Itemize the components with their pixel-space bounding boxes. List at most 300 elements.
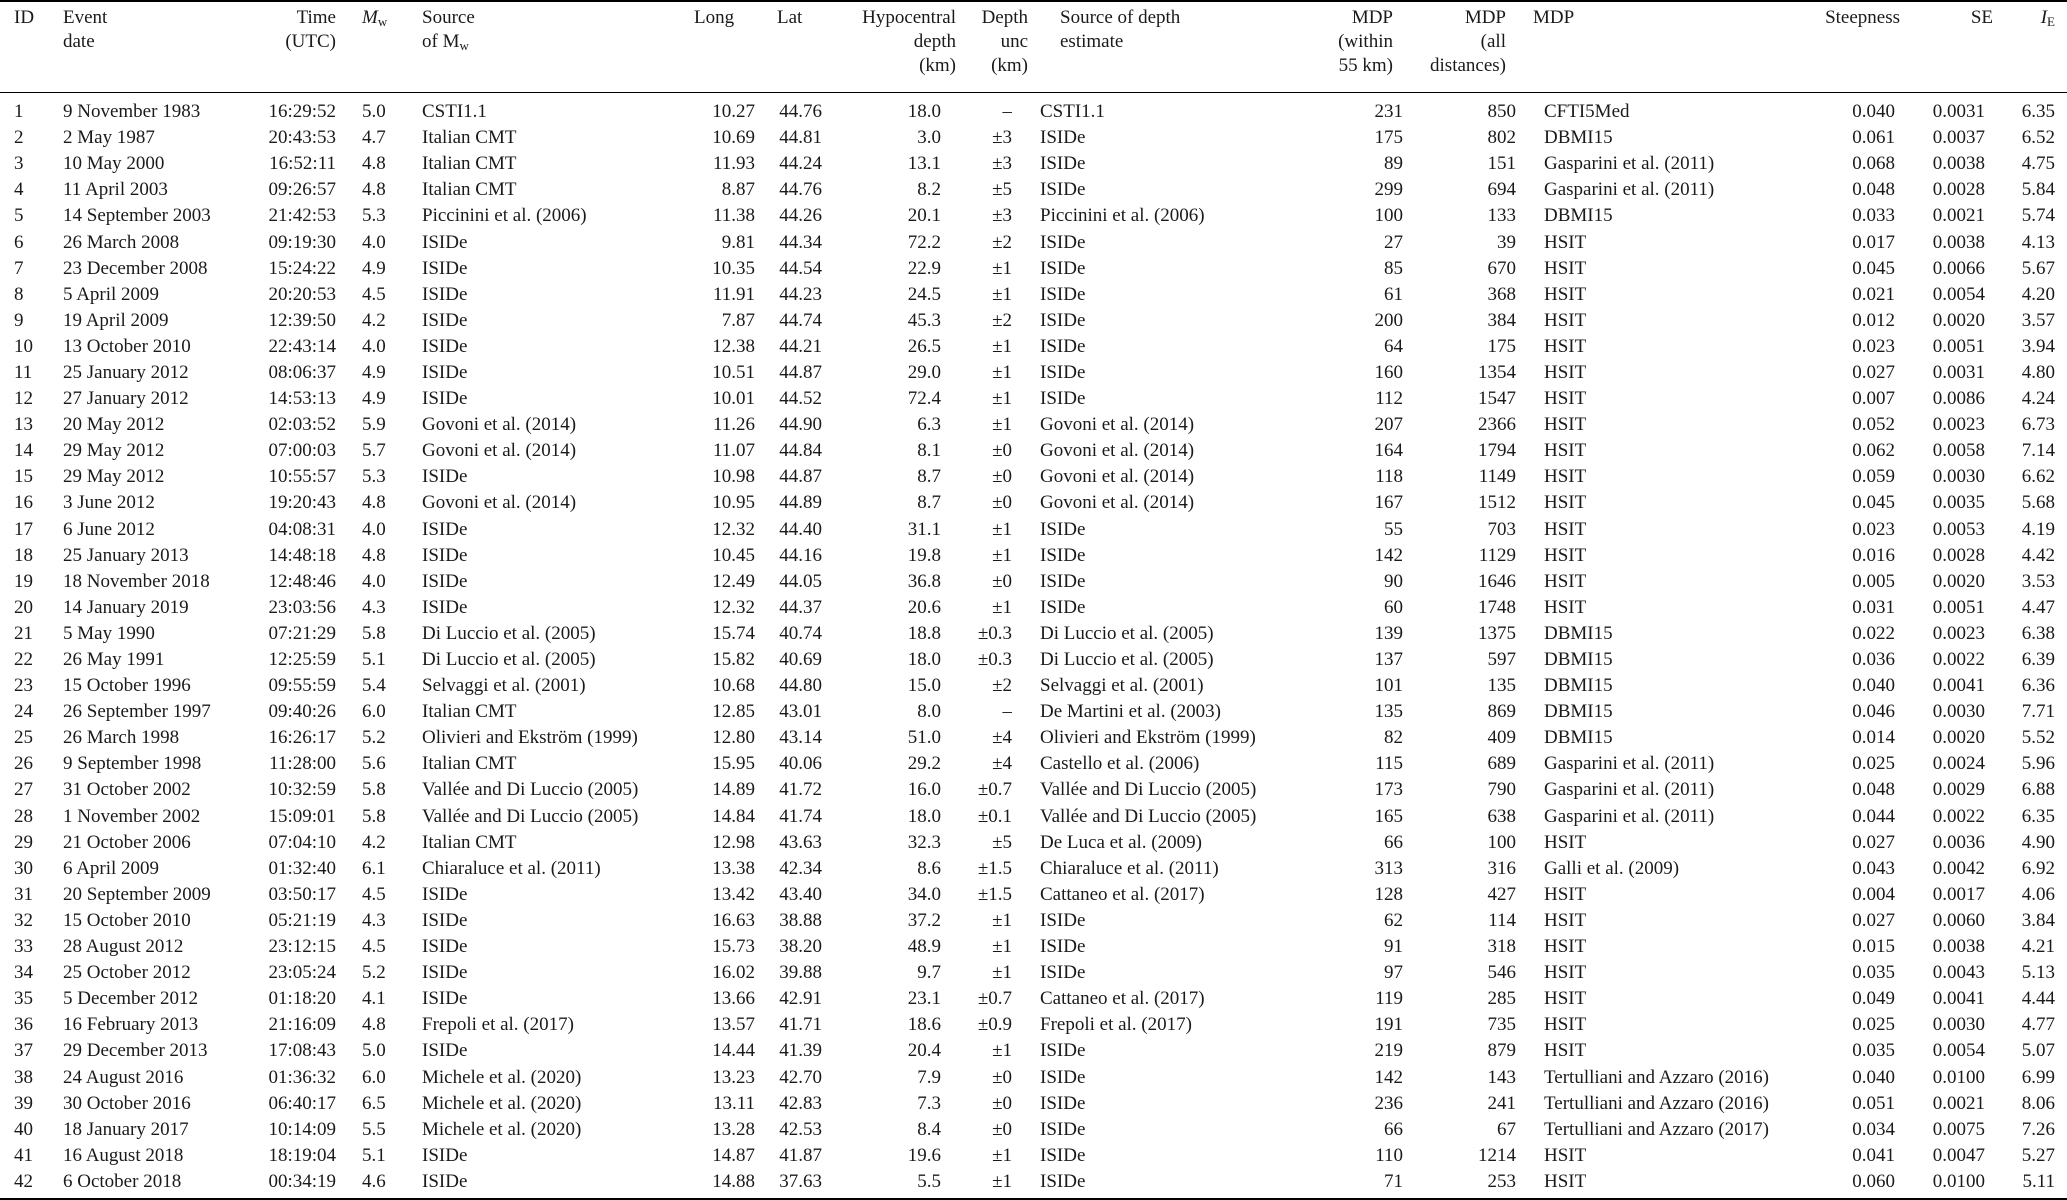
cell-source-mw: ISIDe: [422, 1040, 468, 1062]
cell-source-depth: ISIDe: [1040, 544, 1086, 566]
cell-se: 0.0053: [1932, 518, 1985, 540]
cell-se: 0.0021: [1932, 205, 1985, 227]
cell-source-depth: ISIDe: [1040, 309, 1086, 331]
cell-source-mw: ISIDe: [422, 596, 468, 618]
cell-source-depth: ISIDe: [1040, 179, 1086, 201]
cell-mw: 4.5: [362, 883, 386, 905]
cell-mw: 5.0: [362, 1040, 386, 1062]
cell-mdp: DBMI15: [1544, 649, 1613, 671]
cell-long: 10.69: [712, 127, 755, 149]
cell-depth-unc: ±0.3: [977, 649, 1012, 671]
cell-mdp: HSIT: [1544, 309, 1587, 331]
cell-hypocentral-depth: 29.2: [907, 753, 941, 775]
cell-time: 07:04:10: [268, 831, 336, 853]
cell-steepness: 0.046: [1852, 701, 1895, 723]
cell-mw: 4.2: [362, 309, 386, 331]
cell-event-date: 29 May 2012: [63, 440, 165, 462]
cell-se: 0.0020: [1932, 570, 1985, 592]
cell-se: 0.0023: [1932, 622, 1985, 644]
cell-lat: 44.16: [779, 544, 822, 566]
cell-lat: 44.87: [779, 466, 822, 488]
cell-event-date: 15 October 2010: [63, 909, 191, 931]
cell-time: 15:24:22: [268, 257, 336, 279]
cell-se: 0.0051: [1932, 596, 1985, 618]
cell-mdp-55km: 137: [1374, 649, 1403, 671]
cell-mdp-all: 175: [1487, 335, 1516, 357]
cell-long: 13.42: [712, 883, 755, 905]
cell-time: 04:08:31: [268, 518, 336, 540]
cell-id: 13: [14, 414, 33, 436]
cell-mdp-55km: 66: [1384, 1118, 1403, 1140]
cell-ie: 6.36: [2021, 675, 2055, 697]
cell-source-depth: ISIDe: [1040, 153, 1086, 175]
cell-mdp-all: 384: [1487, 309, 1516, 331]
cell-steepness: 0.014: [1852, 727, 1895, 749]
cell-mdp-all: 1214: [1478, 1144, 1516, 1166]
cell-mdp: Gasparini et al. (2011): [1544, 153, 1715, 175]
table-row: [0, 673, 2067, 699]
cell-depth-unc: ±5: [992, 831, 1012, 853]
table-row: [0, 621, 2067, 647]
cell-time: 23:03:56: [268, 596, 336, 618]
cell-hypocentral-depth: 18.8: [907, 622, 941, 644]
cell-depth-unc: ±1: [992, 388, 1012, 410]
cell-mdp-all: 316: [1487, 857, 1516, 879]
cell-depth-unc: ±1.5: [977, 883, 1012, 905]
cell-steepness: 0.041: [1852, 1144, 1895, 1166]
cell-mdp: Gasparini et al. (2011): [1544, 779, 1715, 801]
cell-se: 0.0041: [1932, 675, 1985, 697]
cell-mdp-all: 670: [1487, 257, 1516, 279]
cell-mdp-55km: 110: [1375, 1144, 1403, 1166]
cell-long: 12.38: [712, 335, 755, 357]
cell-mdp: DBMI15: [1544, 701, 1613, 723]
cell-long: 10.98: [712, 466, 755, 488]
cell-source-mw: Frepoli et al. (2017): [422, 1014, 574, 1036]
cell-mdp: HSIT: [1544, 414, 1587, 436]
cell-steepness: 0.004: [1852, 883, 1895, 905]
cell-depth-unc: ±3: [992, 153, 1012, 175]
cell-mdp-55km: 313: [1374, 857, 1403, 879]
cell-steepness: 0.022: [1852, 622, 1895, 644]
cell-mdp: HSIT: [1544, 962, 1587, 984]
table-row: [0, 934, 2067, 960]
cell-source-depth: Vallée and Di Luccio (2005): [1040, 779, 1257, 801]
cell-event-date: 26 September 1997: [63, 701, 211, 723]
cell-mw: 4.3: [362, 596, 386, 618]
cell-mdp: DBMI15: [1544, 675, 1613, 697]
cell-depth-unc: ±0: [992, 440, 1012, 462]
cell-mdp: CFTI5Med: [1544, 101, 1630, 123]
cell-mdp-55km: 191: [1374, 1014, 1403, 1036]
cell-long: 16.02: [712, 962, 755, 984]
cell-se: 0.0043: [1932, 962, 1985, 984]
cell-mdp: DBMI15: [1544, 622, 1613, 644]
cell-source-depth: ISIDe: [1040, 127, 1086, 149]
cell-mdp: HSIT: [1544, 492, 1587, 514]
cell-id: 33: [14, 936, 33, 958]
cell-id: 36: [14, 1014, 33, 1036]
cell-long: 15.74: [712, 622, 755, 644]
cell-se: 0.0100: [1932, 1170, 1985, 1192]
cell-source-mw: Olivieri and Ekström (1999): [422, 727, 638, 749]
cell-source-mw: ISIDe: [422, 309, 468, 331]
cell-long: 10.35: [712, 257, 755, 279]
cell-ie: 5.11: [2022, 1170, 2055, 1192]
cell-id: 1: [14, 101, 24, 123]
cell-time: 21:42:53: [268, 205, 336, 227]
cell-source-depth: Frepoli et al. (2017): [1040, 1014, 1192, 1036]
cell-steepness: 0.027: [1852, 361, 1895, 383]
cell-mdp-all: 790: [1487, 779, 1516, 801]
cell-mdp-55km: 66: [1384, 831, 1403, 853]
cell-se: 0.0035: [1932, 492, 1985, 514]
cell-source-depth: Olivieri and Ekström (1999): [1040, 727, 1256, 749]
cell-lat: 44.40: [779, 518, 822, 540]
cell-time: 22:43:14: [268, 335, 336, 357]
cell-source-mw: Michele et al. (2020): [422, 1092, 582, 1114]
cell-se: 0.0038: [1932, 936, 1985, 958]
cell-id: 8: [14, 283, 24, 305]
cell-id: 42: [14, 1170, 33, 1192]
cell-mw: 5.8: [362, 779, 386, 801]
cell-se: 0.0023: [1932, 414, 1985, 436]
cell-event-date: 25 October 2012: [63, 962, 191, 984]
cell-se: 0.0021: [1932, 1092, 1985, 1114]
cell-source-mw: Piccinini et al. (2006): [422, 205, 587, 227]
cell-mw: 5.4: [362, 675, 386, 697]
cell-lat: 42.70: [779, 1066, 822, 1088]
cell-ie: 5.84: [2021, 179, 2055, 201]
cell-mdp-55km: 164: [1374, 440, 1403, 462]
cell-lat: 42.91: [779, 988, 822, 1010]
cell-source-depth: Cattaneo et al. (2017): [1040, 988, 1205, 1010]
cell-se: 0.0028: [1932, 544, 1985, 566]
cell-source-depth: ISIDe: [1040, 570, 1086, 592]
table-row: [0, 464, 2067, 490]
cell-lat: 44.76: [779, 101, 822, 123]
cell-steepness: 0.040: [1852, 675, 1895, 697]
cell-se: 0.0060: [1932, 909, 1985, 931]
cell-mw: 4.2: [362, 831, 386, 853]
cell-event-date: 6 April 2009: [63, 857, 160, 879]
cell-mw: 5.0: [362, 101, 386, 123]
cell-id: 3: [14, 153, 24, 175]
cell-time: 12:48:46: [268, 570, 336, 592]
cell-lat: 43.01: [779, 701, 822, 723]
table-row: [0, 569, 2067, 595]
cell-time: 17:08:43: [268, 1040, 336, 1062]
header-depth-unc: Depth unc (km): [981, 7, 1028, 76]
cell-mw: 6.5: [362, 1092, 386, 1114]
cell-long: 12.49: [712, 570, 755, 592]
table-row: [0, 1117, 2067, 1143]
cell-long: 14.87: [712, 1144, 755, 1166]
cell-source-mw: Michele et al. (2020): [422, 1066, 582, 1088]
cell-source-depth: Govoni et al. (2014): [1040, 466, 1195, 488]
cell-steepness: 0.027: [1852, 909, 1895, 931]
cell-mdp-55km: 115: [1375, 753, 1403, 775]
cell-se: 0.0100: [1932, 1066, 1985, 1088]
cell-mdp-all: 241: [1487, 1092, 1516, 1114]
cell-mdp: Gasparini et al. (2011): [1544, 179, 1715, 201]
cell-hypocentral-depth: 29.0: [907, 361, 941, 383]
cell-mw: 5.1: [362, 1144, 386, 1166]
header-mdp: MDP: [1533, 7, 1575, 28]
cell-long: 15.95: [712, 753, 755, 775]
cell-lat: 42.83: [779, 1092, 822, 1114]
cell-mdp-all: 143: [1487, 1066, 1516, 1088]
cell-depth-unc: ±1: [992, 909, 1012, 931]
cell-depth-unc: ±1: [992, 1144, 1012, 1166]
cell-time: 01:36:32: [268, 1066, 336, 1088]
cell-id: 34: [14, 962, 33, 984]
table-row: [0, 203, 2067, 229]
cell-source-mw: ISIDe: [422, 361, 468, 383]
cell-mw: 4.9: [362, 257, 386, 279]
cell-mw: 4.0: [362, 518, 386, 540]
cell-lat: 44.21: [779, 335, 822, 357]
table-row: [0, 647, 2067, 673]
cell-mw: 5.5: [362, 1118, 386, 1140]
cell-lat: 41.87: [779, 1144, 822, 1166]
cell-se: 0.0024: [1932, 753, 1985, 775]
cell-id: 18: [14, 544, 33, 566]
cell-event-date: 5 December 2012: [63, 988, 199, 1010]
cell-mdp-55km: 175: [1374, 127, 1403, 149]
cell-ie: 8.06: [2021, 1092, 2055, 1114]
cell-se: 0.0022: [1932, 649, 1985, 671]
table-row: [0, 1169, 2067, 1195]
table-row: [0, 804, 2067, 830]
cell-se: 0.0038: [1932, 231, 1985, 253]
cell-lat: 44.80: [779, 675, 822, 697]
cell-steepness: 0.012: [1852, 309, 1895, 331]
cell-mdp-55km: 60: [1384, 596, 1403, 618]
cell-depth-unc: ±1: [992, 544, 1012, 566]
cell-mdp: HSIT: [1544, 1144, 1587, 1166]
cell-id: 38: [14, 1066, 33, 1088]
table-row: [0, 334, 2067, 360]
cell-source-mw: ISIDe: [422, 257, 468, 279]
cell-ie: 4.75: [2021, 153, 2055, 175]
cell-source-mw: Italian CMT: [422, 701, 517, 723]
cell-time: 01:18:20: [268, 988, 336, 1010]
cell-source-mw: Vallée and Di Luccio (2005): [422, 805, 639, 827]
cell-mw: 6.0: [362, 701, 386, 723]
cell-mdp: HSIT: [1544, 1040, 1587, 1062]
table-row: [0, 1012, 2067, 1038]
cell-depth-unc: ±0.7: [977, 779, 1012, 801]
cell-mw: 5.1: [362, 649, 386, 671]
cell-id: 17: [14, 518, 33, 540]
cell-mdp: Tertulliani and Azzaro (2017): [1544, 1118, 1770, 1140]
cell-mdp: HSIT: [1544, 988, 1587, 1010]
cell-id: 22: [14, 649, 33, 671]
cell-hypocentral-depth: 7.3: [917, 1092, 941, 1114]
cell-lat: 44.34: [779, 231, 822, 253]
cell-long: 12.32: [712, 596, 755, 618]
cell-mdp-all: 597: [1487, 649, 1516, 671]
cell-mw: 4.5: [362, 283, 386, 305]
cell-source-depth: ISIDe: [1040, 596, 1086, 618]
cell-steepness: 0.034: [1852, 1118, 1895, 1140]
cell-hypocentral-depth: 19.6: [907, 1144, 941, 1166]
cell-source-mw: Italian CMT: [422, 153, 517, 175]
cell-se: 0.0066: [1932, 257, 1985, 279]
cell-time: 15:09:01: [268, 805, 336, 827]
cell-mdp-all: 850: [1487, 101, 1516, 123]
cell-source-mw: Govoni et al. (2014): [422, 440, 577, 462]
cell-se: 0.0022: [1932, 805, 1985, 827]
cell-event-date: 13 October 2010: [63, 335, 191, 357]
cell-mdp-all: 253: [1487, 1170, 1516, 1192]
cell-mw: 4.3: [362, 909, 386, 931]
cell-mw: 4.8: [362, 1014, 386, 1036]
cell-lat: 44.26: [779, 205, 822, 227]
cell-mdp-all: 100: [1487, 831, 1516, 853]
cell-source-mw: ISIDe: [422, 231, 468, 253]
cell-mdp-55km: 173: [1374, 779, 1403, 801]
cell-depth-unc: ±1: [992, 596, 1012, 618]
cell-event-date: 26 March 1998: [63, 727, 180, 749]
cell-steepness: 0.051: [1852, 1092, 1895, 1114]
header-mdp-55km: MDP (within 55 km): [1338, 7, 1393, 76]
cell-ie: 6.73: [2021, 414, 2055, 436]
cell-long: 13.38: [712, 857, 755, 879]
cell-source-mw: Di Luccio et al. (2005): [422, 622, 596, 644]
cell-event-date: 6 October 2018: [63, 1170, 182, 1192]
cell-depth-unc: ±0: [992, 570, 1012, 592]
table-row: [0, 1091, 2067, 1117]
header-ie: $I_E$: [2040, 7, 2055, 29]
cell-mdp-55km: 167: [1374, 492, 1403, 514]
cell-mdp-55km: 89: [1384, 153, 1403, 175]
cell-depth-unc: ±0: [992, 1066, 1012, 1088]
cell-mw: 5.2: [362, 962, 386, 984]
cell-lat: 41.71: [779, 1014, 822, 1036]
cell-event-date: 3 June 2012: [63, 492, 155, 514]
cell-mw: 5.3: [362, 205, 386, 227]
cell-time: 11:28:00: [269, 753, 336, 775]
cell-long: 10.51: [712, 361, 755, 383]
cell-time: 09:26:57: [268, 179, 336, 201]
cell-long: 12.85: [712, 701, 755, 723]
cell-source-depth: ISIDe: [1040, 1118, 1086, 1140]
cell-id: 20: [14, 596, 33, 618]
cell-mw: 4.0: [362, 335, 386, 357]
cell-source-mw: ISIDe: [422, 518, 468, 540]
cell-source-depth: Vallée and Di Luccio (2005): [1040, 805, 1257, 827]
cell-steepness: 0.025: [1852, 1014, 1895, 1036]
cell-source-mw: ISIDe: [422, 388, 468, 410]
cell-steepness: 0.045: [1852, 257, 1895, 279]
cell-steepness: 0.027: [1852, 831, 1895, 853]
cell-source-depth: Selvaggi et al. (2001): [1040, 675, 1204, 697]
cell-mw: 4.8: [362, 179, 386, 201]
cell-mw: 5.8: [362, 622, 386, 644]
cell-time: 07:00:03: [268, 440, 336, 462]
cell-depth-unc: ±4: [992, 753, 1012, 775]
table-row: [0, 386, 2067, 412]
cell-steepness: 0.045: [1852, 492, 1895, 514]
table-row: [0, 1143, 2067, 1169]
cell-mdp: HSIT: [1544, 883, 1587, 905]
cell-steepness: 0.023: [1852, 518, 1895, 540]
cell-se: 0.0054: [1932, 1040, 1985, 1062]
table-row: [0, 282, 2067, 308]
cell-ie: 7.71: [2021, 701, 2055, 723]
cell-mdp-55km: 55: [1384, 518, 1403, 540]
cell-hypocentral-depth: 23.1: [907, 988, 941, 1010]
cell-hypocentral-depth: 8.4: [917, 1118, 941, 1140]
cell-source-depth: Piccinini et al. (2006): [1040, 205, 1205, 227]
cell-ie: 5.13: [2021, 962, 2055, 984]
cell-ie: 6.52: [2021, 127, 2055, 149]
top-rule: [0, 0, 2067, 2]
cell-steepness: 0.052: [1852, 414, 1895, 436]
cell-mdp-all: 67: [1497, 1118, 1516, 1140]
cell-mdp-55km: 61: [1384, 283, 1403, 305]
cell-mdp: HSIT: [1544, 283, 1587, 305]
cell-id: 19: [14, 570, 33, 592]
cell-depth-unc: ±1: [992, 414, 1012, 436]
cell-source-depth: Di Luccio et al. (2005): [1040, 649, 1214, 671]
cell-mdp-all: 427: [1487, 883, 1516, 905]
cell-mdp: DBMI15: [1544, 127, 1613, 149]
cell-time: 05:21:19: [268, 909, 336, 931]
cell-id: 14: [14, 440, 33, 462]
cell-time: 09:55:59: [268, 675, 336, 697]
cell-mdp-all: 114: [1488, 909, 1516, 931]
cell-source-mw: Vallée and Di Luccio (2005): [422, 779, 639, 801]
cell-event-date: 14 January 2019: [63, 596, 189, 618]
cell-steepness: 0.048: [1852, 179, 1895, 201]
table-row: [0, 699, 2067, 725]
cell-source-depth: ISIDe: [1040, 257, 1086, 279]
cell-lat: 41.39: [779, 1040, 822, 1062]
cell-source-mw: Govoni et al. (2014): [422, 492, 577, 514]
cell-hypocentral-depth: 20.1: [907, 205, 941, 227]
cell-event-date: 9 September 1998: [63, 753, 202, 775]
cell-steepness: 0.068: [1852, 153, 1895, 175]
cell-mdp-55km: 142: [1374, 1066, 1403, 1088]
cell-steepness: 0.005: [1852, 570, 1895, 592]
cell-source-mw: ISIDe: [422, 936, 468, 958]
cell-mdp-55km: 139: [1374, 622, 1403, 644]
cell-event-date: 20 September 2009: [63, 883, 211, 905]
cell-event-date: 21 October 2006: [63, 831, 191, 853]
cell-event-date: 10 May 2000: [63, 153, 165, 175]
cell-mdp-55km: 64: [1384, 335, 1403, 357]
cell-long: 12.98: [712, 831, 755, 853]
cell-id: 37: [14, 1040, 33, 1062]
cell-se: 0.0047: [1932, 1144, 1985, 1166]
cell-source-depth: ISIDe: [1040, 909, 1086, 931]
cell-long: 14.44: [712, 1040, 755, 1062]
cell-source-depth: Govoni et al. (2014): [1040, 492, 1195, 514]
cell-time: 10:55:57: [268, 466, 336, 488]
cell-long: 10.45: [712, 544, 755, 566]
cell-mdp-all: 689: [1487, 753, 1516, 775]
table-row: [0, 1064, 2067, 1090]
cell-ie: 4.24: [2021, 388, 2055, 410]
cell-depth-unc: ±1: [992, 962, 1012, 984]
cell-time: 20:20:53: [268, 283, 336, 305]
cell-lat: 37.63: [779, 1170, 822, 1192]
header-long: Long: [694, 7, 735, 28]
cell-source-mw: ISIDe: [422, 1144, 468, 1166]
